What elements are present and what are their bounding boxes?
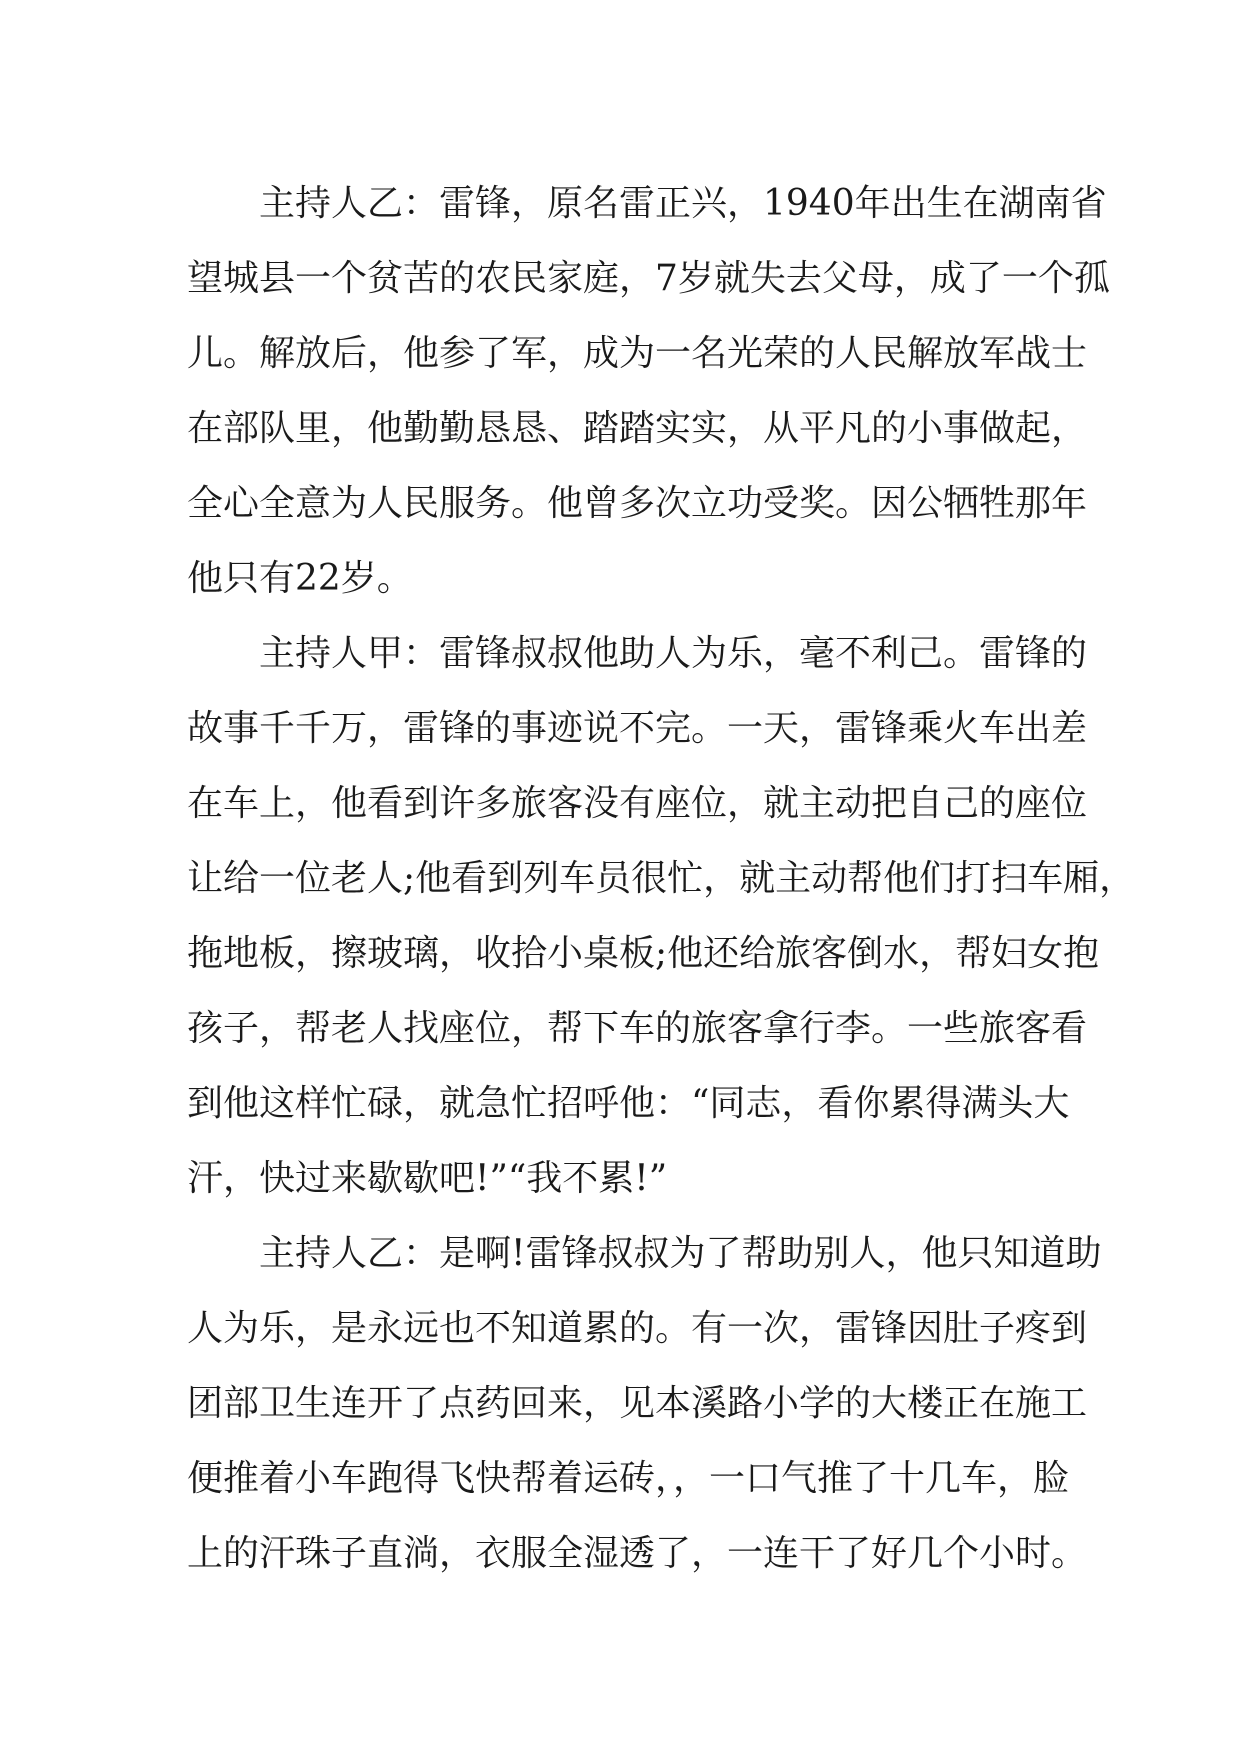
paragraph-line: 人为乐，是永远也不知道累的。有一次，雷锋因肚子疼到 [187,1308,1088,1349]
paragraph-line: 到他这样忙碌，就急忙招呼他：“同志，看你累得满头大 [187,1083,1070,1124]
paragraph-line: 汗，快过来歇歇吧!”“我不累!” [187,1158,668,1199]
paragraph-line: 拖地板，擦玻璃，收拾小桌板;他还给旅客倒水，帮妇女抱 [187,933,1100,974]
paragraph-line: 在车上，他看到许多旅客没有座位，就主动把自己的座位 [187,783,1088,824]
paragraph-2 [187,616,1136,1216]
paragraph-line: 上的汗珠子直淌，衣服全湿透了，一连干了好几个小时。 [187,1533,1088,1574]
paragraph-line: 便推着小车跑得飞快帮着运砖，，一口气推了十几车，脸 [187,1458,1070,1499]
paragraph-line: 主持人甲：雷锋叔叔他助人为乐，毫不利己。雷锋的 [259,633,1088,674]
paragraph-line: 故事千千万，雷锋的事迹说不完。一天，雷锋乘火车出差 [187,708,1088,749]
paragraph-line: 望城县一个贫苦的农民家庭，7岁就失去父母，成了一个孤 [187,258,1110,299]
paragraph-1 [187,166,1110,616]
paragraph-line: 他只有22岁。 [187,558,413,599]
paragraph-line: 全心全意为人民服务。他曾多次立功受奖。因公牺牲那年 [187,483,1088,524]
paragraph-line: 团部卫生连开了点药回来，见本溪路小学的大楼正在施工 [187,1383,1088,1424]
document-body [187,166,1136,1591]
paragraph-3 [187,1216,1102,1591]
paragraph-line: 主持人乙：是啊!雷锋叔叔为了帮助别人，他只知道助 [259,1233,1102,1274]
paragraph-line: 主持人乙：雷锋，原名雷正兴，1940年出生在湖南省 [259,183,1107,224]
paragraph-line: 在部队里，他勤勤恳恳、踏踏实实，从平凡的小事做起， [187,408,1088,449]
paragraph-line: 让给一位老人;他看到列车员很忙，就主动帮他们打扫车厢， [187,858,1136,899]
paragraph-line: 孩子，帮老人找座位，帮下车的旅客拿行李。一些旅客看 [187,1008,1088,1049]
paragraph-line: 儿。解放后，他参了军，成为一名光荣的人民解放军战士 [187,333,1088,374]
